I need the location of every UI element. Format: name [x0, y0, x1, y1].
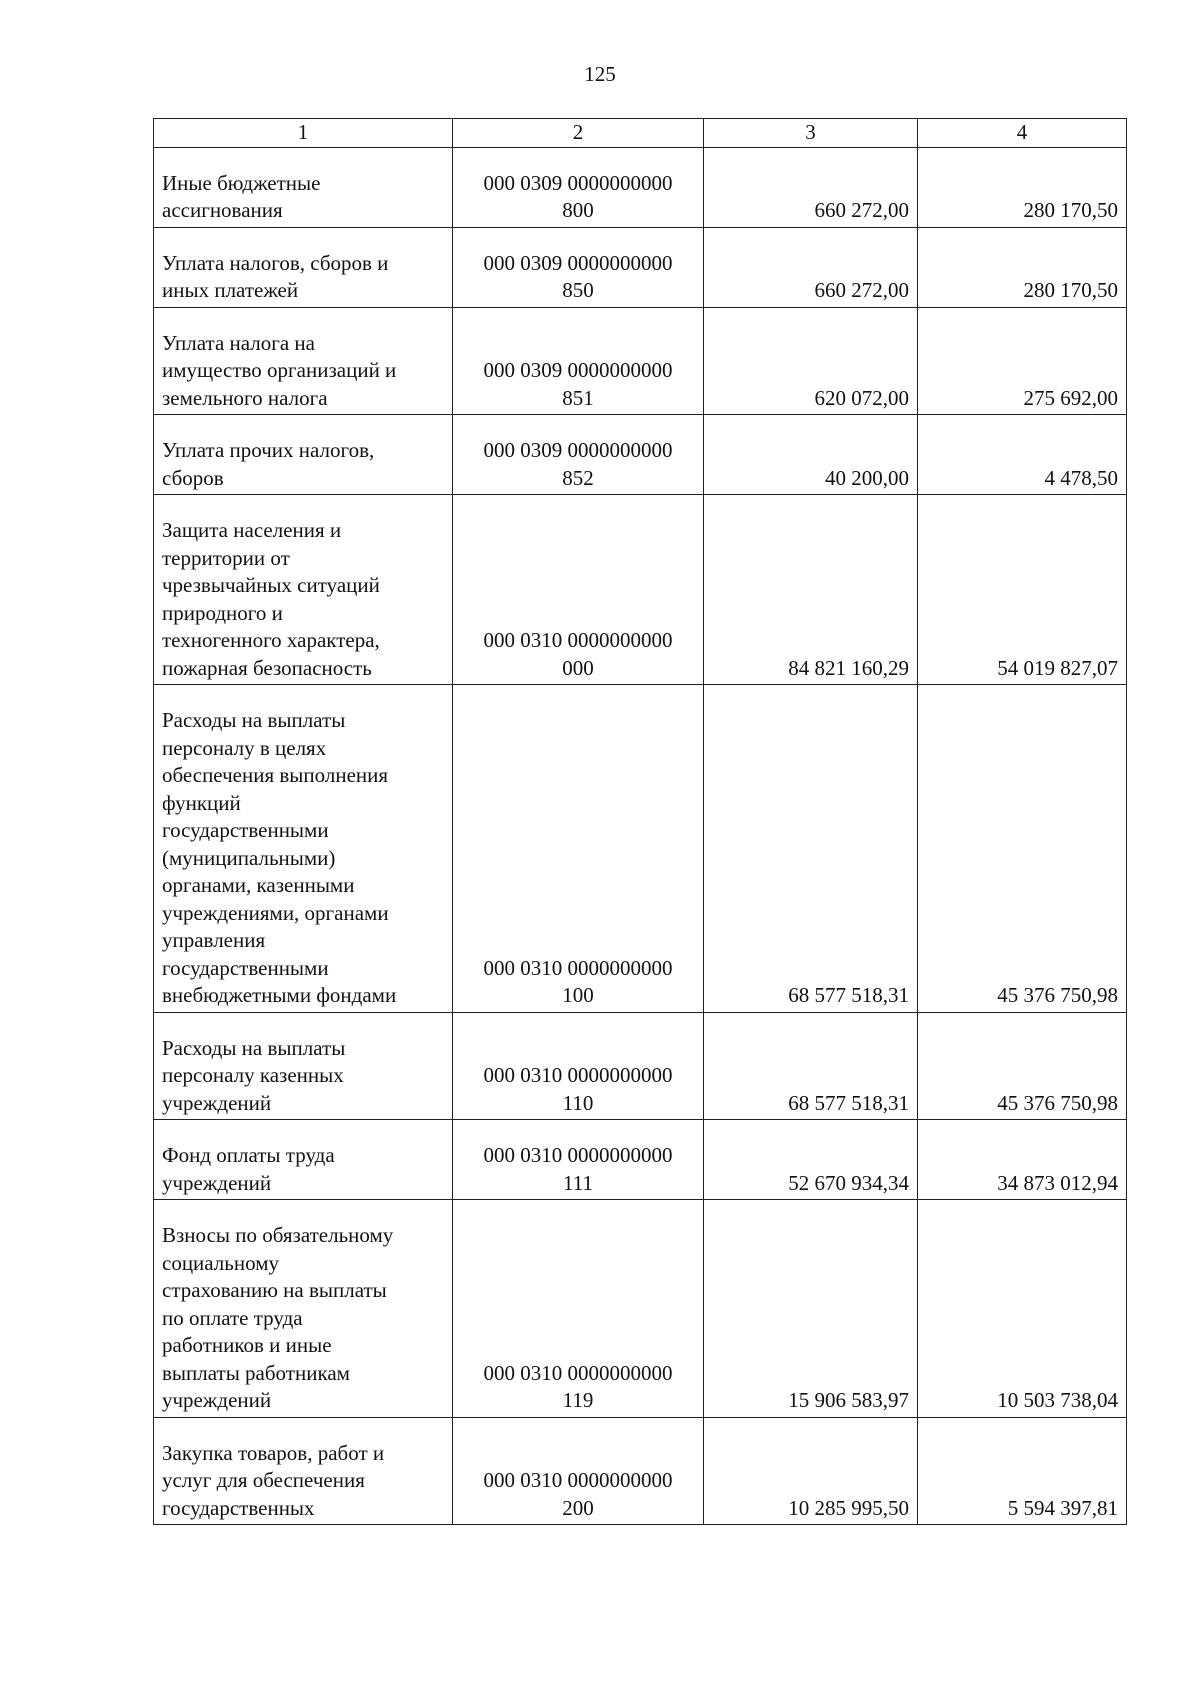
expense-name-cell-line: Расходы на выплаты: [162, 708, 346, 732]
budget-code-cell: [453, 685, 704, 1013]
table-row: [154, 1200, 1127, 1418]
expense-name-cell-line: Расходы на выплаты: [162, 1035, 346, 1060]
amount-col4-cell: 275 692,00: [918, 307, 1127, 415]
amount-col4-cell: 280 170,50: [918, 227, 1127, 307]
expense-name-cell-line: внебюджетными фондами: [162, 983, 397, 1007]
expense-name-cell-line: работников и иные: [162, 1333, 332, 1357]
expense-name-cell-line: техногенного характера,: [162, 628, 380, 652]
budget-code-cell: [453, 147, 704, 227]
table-row: [154, 307, 1127, 415]
expense-name-cell-line: персоналу в целях: [162, 735, 327, 760]
amount-col3-cell: 84 821 160,29: [704, 495, 918, 685]
expense-name-cell-line: чрезвычайных ситуаций: [162, 573, 380, 597]
expense-name-cell-line: по оплате труда: [162, 1305, 303, 1330]
budget-code-cell-line: 000 0310 0000000000: [483, 1468, 673, 1492]
expense-name-cell: [154, 415, 453, 495]
budget-code-cell-line: 200: [562, 1495, 594, 1520]
budget-code-cell-line: 000 0310 0000000000: [483, 628, 673, 652]
expense-name-cell-line: учреждений: [162, 1388, 272, 1412]
amount-col3-cell: 68 577 518,31: [704, 1012, 918, 1120]
expense-name-cell: [154, 1417, 453, 1525]
expense-name-cell-line: органами, казенными: [162, 873, 355, 897]
page-number: 125: [584, 62, 616, 86]
expense-name-cell-line: государственными: [162, 818, 329, 842]
budget-code-cell-line: 000 0309 0000000000: [483, 170, 673, 195]
budget-code-cell-line: 000 0309 0000000000: [483, 358, 673, 382]
budget-code-cell: [453, 227, 704, 307]
expense-name-cell-line: страхованию на выплаты: [162, 1278, 387, 1302]
expense-name-cell-line: государственных: [162, 1495, 315, 1520]
expense-name-cell-line: земельного налога: [162, 385, 328, 410]
budget-code-cell-line: 000 0310 0000000000: [483, 1360, 673, 1385]
expense-name-cell: [154, 1120, 453, 1200]
budget-code-cell-line: 000 0310 0000000000: [483, 1143, 673, 1167]
expense-name-cell: [154, 495, 453, 685]
budget-code-cell-line: 110: [562, 1090, 594, 1115]
amount-col3-cell: 10 285 995,50: [704, 1417, 918, 1525]
budget-code-cell: [453, 1012, 704, 1120]
expense-name-cell-line: функций: [162, 790, 241, 815]
budget-code-cell: [453, 1417, 704, 1525]
budget-code-cell: [453, 307, 704, 415]
table-body: [154, 119, 1127, 1525]
expense-name-cell-line: ассигнования: [162, 198, 283, 222]
expense-name-cell: [154, 685, 453, 1013]
budget-code-cell-line: 111: [563, 1170, 593, 1195]
header-cell-4: 4: [918, 119, 1127, 148]
expense-name-cell: [154, 147, 453, 227]
budget-code-cell: [453, 495, 704, 685]
amount-col3-cell: 15 906 583,97: [704, 1200, 918, 1418]
budget-code-cell-line: 800: [562, 198, 594, 222]
amount-col4-cell: 5 594 397,81: [918, 1417, 1127, 1525]
expense-name-cell: [154, 307, 453, 415]
expense-name-cell-line: Уплата налога на: [162, 330, 315, 355]
expense-name-cell-line: Иные бюджетные: [162, 170, 321, 195]
amount-col4-cell: 54 019 827,07: [918, 495, 1127, 685]
expense-name-cell-line: учреждениями, органами: [162, 900, 389, 925]
expense-name-cell-line: природного и: [162, 600, 283, 625]
amount-col4-cell: 34 873 012,94: [918, 1120, 1127, 1200]
expense-name-cell-line: имущество организаций и: [162, 358, 397, 382]
table-row: [154, 495, 1127, 685]
budget-code-cell-line: 000 0310 0000000000: [483, 955, 673, 980]
expense-name-cell-line: выплаты работникам: [162, 1360, 350, 1385]
expense-name-cell-line: учреждений: [162, 1090, 272, 1115]
budget-code-cell-line: 851: [562, 385, 594, 410]
expense-name-cell-line: услуг для обеспечения: [162, 1468, 365, 1492]
expense-name-cell-line: Защита населения и: [162, 518, 342, 542]
expense-name-cell-line: пожарная безопасность: [162, 655, 372, 680]
expense-name-cell-line: Уплата прочих налогов,: [162, 438, 375, 462]
amount-col4-cell: 280 170,50: [918, 147, 1127, 227]
budget-code-cell-line: 852: [562, 465, 594, 490]
expense-name-cell-line: учреждений: [162, 1170, 272, 1195]
expense-name-cell: [154, 1012, 453, 1120]
expense-name-cell-line: Взносы по обязательному: [162, 1223, 394, 1247]
expense-name-cell-line: Уплата налогов, сборов и: [162, 250, 389, 275]
table-row: [154, 1012, 1127, 1120]
amount-col4-cell: 45 376 750,98: [918, 685, 1127, 1013]
expense-name-cell-line: территории от: [162, 545, 290, 570]
budget-code-cell: [453, 1120, 704, 1200]
amount-col3-cell: 68 577 518,31: [704, 685, 918, 1013]
budget-code-cell-line: 100: [562, 983, 594, 1007]
expense-name-cell-line: сборов: [162, 465, 224, 490]
budget-code-cell-line: 000: [562, 655, 594, 680]
table-row: [154, 1417, 1127, 1525]
amount-col3-cell: 40 200,00: [704, 415, 918, 495]
budget-code-cell: [453, 415, 704, 495]
expense-name-cell-line: иных платежей: [162, 278, 299, 302]
budget-code-cell-line: 000 0309 0000000000: [483, 250, 673, 275]
expense-name-cell-line: обеспечения выполнения: [162, 763, 389, 787]
table-row: [154, 147, 1127, 227]
header-cell-3: 3: [704, 119, 918, 148]
expense-name-cell-line: государственными: [162, 955, 329, 980]
amount-col4-cell: 45 376 750,98: [918, 1012, 1127, 1120]
expense-name-cell: [154, 227, 453, 307]
budget-code-cell-line: 850: [562, 278, 594, 302]
amount-col3-cell: 620 072,00: [704, 307, 918, 415]
budget-table: [153, 118, 1127, 1525]
amount-col3-cell: 660 272,00: [704, 147, 918, 227]
expense-name-cell: [154, 1200, 453, 1418]
expense-name-cell-line: персоналу казенных: [162, 1063, 344, 1087]
expense-name-cell-line: управления: [162, 928, 266, 952]
table-row: [154, 415, 1127, 495]
table-row: [154, 685, 1127, 1013]
expense-name-cell-line: Фонд оплаты труда: [162, 1143, 335, 1167]
budget-code-cell-line: 119: [562, 1388, 594, 1412]
amount-col4-cell: 10 503 738,04: [918, 1200, 1127, 1418]
expense-name-cell-line: (муниципальными): [162, 845, 336, 870]
header-cell-2: 2: [453, 119, 704, 148]
expense-name-cell-line: Закупка товаров, работ и: [162, 1440, 385, 1465]
table-row: [154, 1120, 1127, 1200]
expense-name-cell-line: социальному: [162, 1250, 279, 1275]
amount-col4-cell: 4 478,50: [918, 415, 1127, 495]
table-header-row: [154, 119, 1127, 148]
budget-code-cell-line: 000 0309 0000000000: [483, 438, 673, 462]
header-cell-1: 1: [154, 119, 453, 148]
budget-code-cell: [453, 1200, 704, 1418]
table-row: [154, 227, 1127, 307]
budget-code-cell-line: 000 0310 0000000000: [483, 1063, 673, 1087]
amount-col3-cell: 52 670 934,34: [704, 1120, 918, 1200]
amount-col3-cell: 660 272,00: [704, 227, 918, 307]
